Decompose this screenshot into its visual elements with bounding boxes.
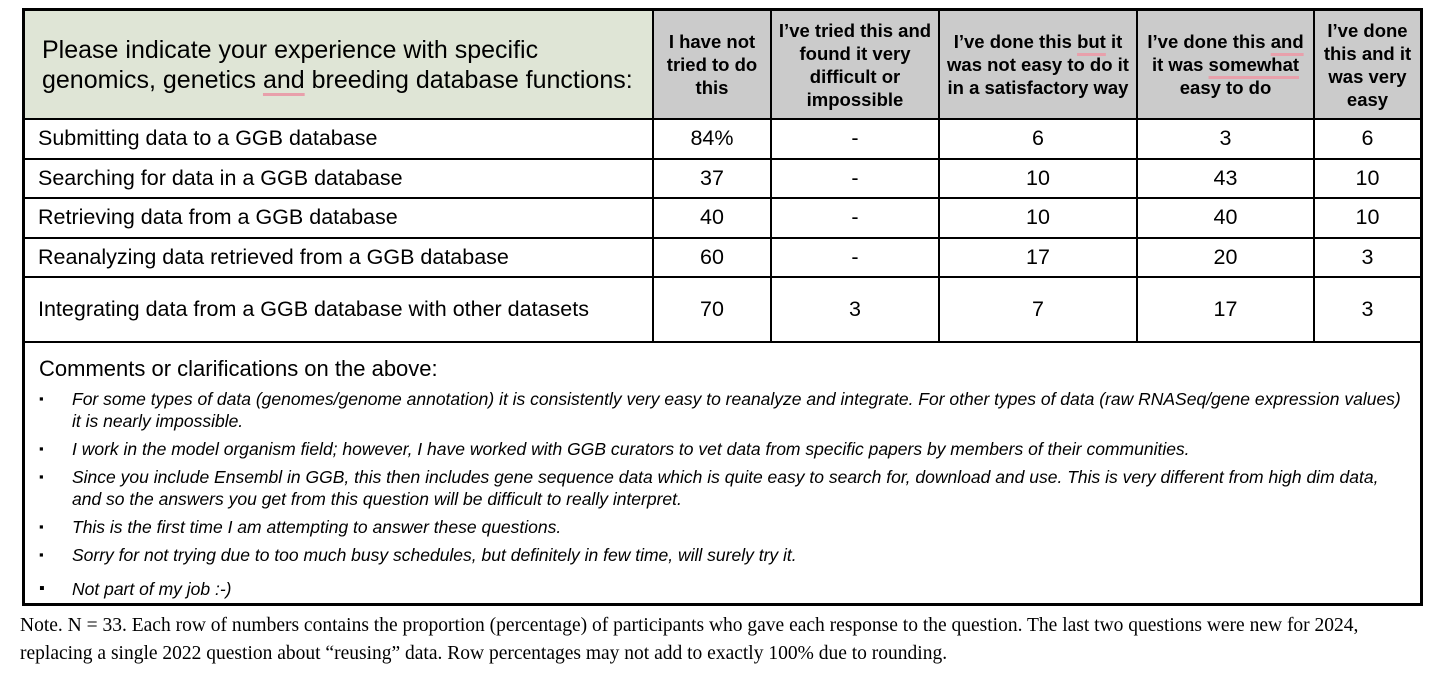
table-row xyxy=(25,277,1420,342)
column-header-somewhat-easy: I’ve done this and it was somewhat easy to do xyxy=(1137,11,1314,119)
table-cell: 3 xyxy=(1314,277,1420,342)
table-cell: 40 xyxy=(1137,198,1314,238)
table-cell: 40 xyxy=(653,198,771,238)
table-cell: 17 xyxy=(939,238,1137,278)
table-cell: 10 xyxy=(939,159,1137,199)
table-cell: 6 xyxy=(939,119,1137,159)
table-cell: 3 xyxy=(1314,238,1420,278)
table-note: Note. N = 33. Each row of numbers contains the proportion (percentage) of participants who gave each response to the question. The last two questions were new for 2024, replacing a single 2022 question about “reusing” data. Row percentages may not add to exactly 100% due to rounding. xyxy=(20,615,1359,664)
table-cell: 10 xyxy=(939,198,1137,238)
comments-title: Comments or clarifications on the above: xyxy=(39,356,438,381)
column-header-very-difficult: I’ve tried this and found it very difficult or impossible xyxy=(771,11,939,119)
comments-list xyxy=(37,388,1410,600)
bullet-icon: ▪ xyxy=(39,519,44,534)
table-cell: 70 xyxy=(653,277,771,342)
comments-section xyxy=(25,347,1420,606)
table-cell: - xyxy=(771,159,939,199)
table-cell: 17 xyxy=(1137,277,1314,342)
row-label: Retrieving data from a GGB database xyxy=(25,198,653,238)
table-cell: - xyxy=(771,119,939,159)
table-row xyxy=(25,159,1420,199)
list-item: ▪ Sorry for not trying due to too much busy schedules, but definitely in few time, will surely try it. xyxy=(39,545,797,565)
row-label: Reanalyzing data retrieved from a GGB database xyxy=(25,238,653,278)
bullet-icon: ▪ xyxy=(39,469,44,484)
table-cell: 3 xyxy=(771,277,939,342)
list-item: ▪ Since you include Ensembl in GGB, this then includes gene sequence data which is quite easy to search for, download and use. This is very different from high dim data, and so the answers you get from this question will be difficult to really interpret. xyxy=(39,467,1379,509)
table-cell: 43 xyxy=(1137,159,1314,199)
list-item: ▪ For some types of data (genomes/genome annotation) it is consistently very easy to reanalyze and integrate. For other types of data (raw RNASeq/gene expression values) it is nearly impossible. xyxy=(39,389,1401,431)
table-cell: 60 xyxy=(653,238,771,278)
question-header: Please indicate your experience with specific genomics, genetics and breeding database functions: xyxy=(25,11,653,119)
table-header-row xyxy=(25,11,1420,119)
bullet-icon: ▪ xyxy=(39,391,44,406)
list-item: ▪ I work in the model organism field; however, I have worked with GGB curators to vet data from specific papers by members of their communities. xyxy=(39,439,1190,459)
row-label: Searching for data in a GGB database xyxy=(25,159,653,199)
survey-frame xyxy=(22,8,1423,606)
row-label: Submitting data to a GGB database xyxy=(25,119,653,159)
table-cell: 10 xyxy=(1314,159,1420,199)
table-row xyxy=(25,238,1420,278)
table-row xyxy=(25,198,1420,238)
experience-table xyxy=(25,11,1420,343)
bullet-icon: ▪ xyxy=(39,547,44,562)
list-item: ▪ Not part of my job :-) xyxy=(39,579,232,599)
table-cell: - xyxy=(771,238,939,278)
column-header-not-easy: I’ve done this but it was not easy to do it in a satisfactory way xyxy=(939,11,1137,119)
table-cell: 10 xyxy=(1314,198,1420,238)
list-item: ▪ This is the first time I am attempting to answer these questions. xyxy=(39,517,562,537)
table-cell: 20 xyxy=(1137,238,1314,278)
table-cell: 7 xyxy=(939,277,1137,342)
bullet-icon: ▪ xyxy=(39,441,44,456)
table-cell: 3 xyxy=(1137,119,1314,159)
bullet-icon: ▪ xyxy=(39,580,45,597)
column-header-not-tried: I have not tried to do this xyxy=(653,11,771,119)
table-cell: 37 xyxy=(653,159,771,199)
table-cell: - xyxy=(771,198,939,238)
table-row xyxy=(25,119,1420,159)
row-label: Integrating data from a GGB database with other datasets xyxy=(25,277,653,342)
table-cell: 84% xyxy=(653,119,771,159)
column-header-very-easy: I’ve done this and it was very easy xyxy=(1314,11,1420,119)
table-cell: 6 xyxy=(1314,119,1420,159)
